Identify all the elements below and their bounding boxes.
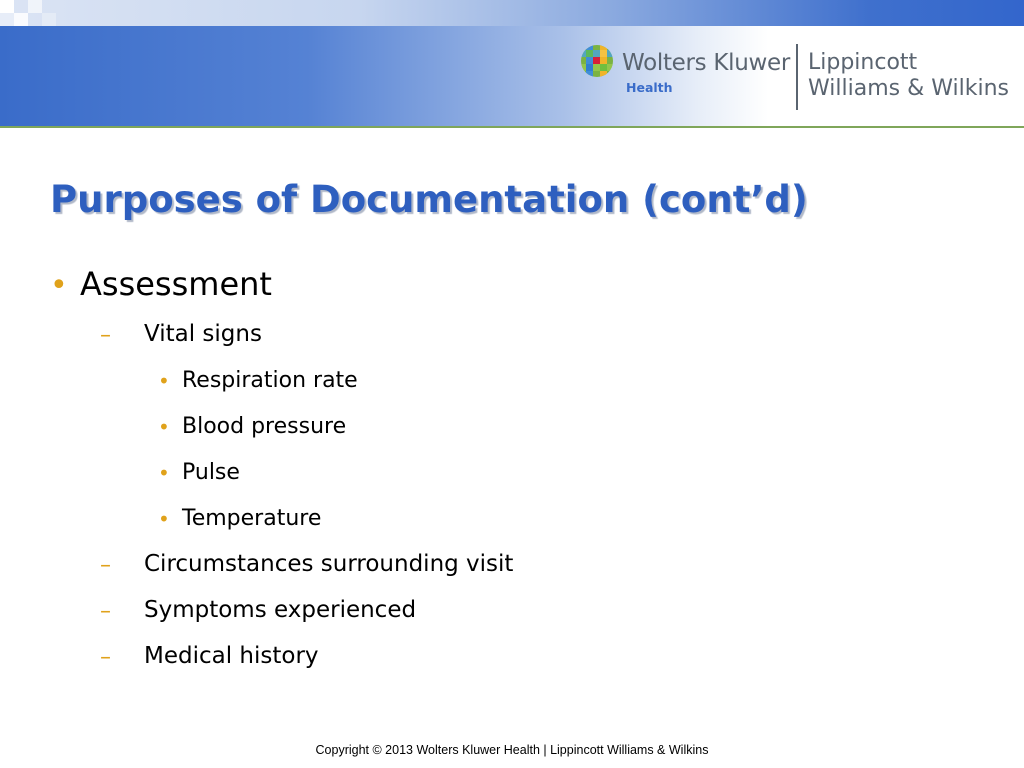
slide-title: Purposes of Documentation (cont’d): [50, 178, 808, 221]
decorative-square: [42, 13, 56, 26]
header-top-strip: [0, 0, 1024, 26]
decorative-square: [0, 13, 14, 26]
logo-brand-line-2: Williams & Wilkins: [808, 76, 1009, 101]
bullet-icon: •: [158, 507, 170, 531]
decorative-square: [0, 0, 14, 13]
bullet-icon: •: [158, 415, 170, 439]
header-band: [0, 0, 1024, 127]
dash-icon: –: [100, 553, 111, 578]
bullet-icon: •: [158, 369, 170, 393]
logo-brand: [808, 50, 1009, 102]
bullet-level2-circumstances: Circumstances surrounding visit: [144, 551, 514, 577]
decorative-square: [28, 0, 42, 13]
bullet-level2-symptoms: Symptoms experienced: [144, 597, 417, 623]
logo-company-name: Wolters Kluwer: [622, 50, 791, 76]
dash-icon: –: [100, 645, 111, 670]
publisher-logo: [580, 42, 1020, 114]
decorative-square: [14, 13, 28, 26]
header-rule: [0, 126, 1024, 128]
bullet-level3-blood-pressure: Blood pressure: [182, 414, 347, 439]
copyright-footer: Copyright © 2013 Wolters Kluwer Health | Lippincott Williams & Wilkins: [315, 743, 709, 757]
logo-divider: [796, 44, 798, 110]
logo-division: Health: [626, 80, 673, 95]
bullet-level3-pulse: Pulse: [182, 460, 240, 485]
bullet-level3-temperature: Temperature: [182, 506, 322, 531]
bullet-level2-medical-history: Medical history: [144, 643, 319, 669]
logo-brand-line-1: Lippincott: [808, 50, 918, 75]
bullet-level2-vital-signs: Vital signs: [144, 321, 262, 347]
bullet-icon: •: [50, 268, 68, 303]
wolters-kluwer-globe-icon: [580, 44, 614, 78]
bullet-level1-assessment: Assessment: [80, 265, 272, 303]
bullet-level3-respiration-rate: Respiration rate: [182, 368, 358, 393]
dash-icon: –: [100, 323, 111, 348]
dash-icon: –: [100, 599, 111, 624]
bullet-icon: •: [158, 461, 170, 485]
